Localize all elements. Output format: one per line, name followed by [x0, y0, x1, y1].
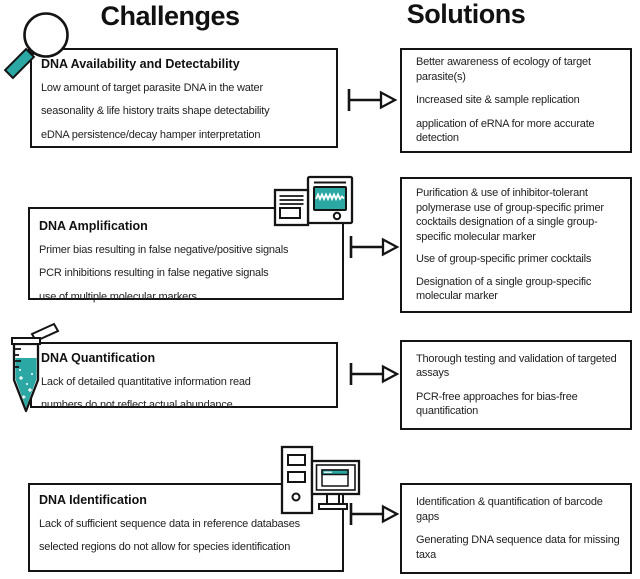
challenge-item: Lack of sufficient sequence data in reference databases [39, 517, 300, 530]
solution-box-dna-amplification [400, 177, 632, 313]
solution-item: Generating DNA sequence data for missing taxa [416, 534, 620, 561]
challenge-heading: DNA Identification [39, 493, 147, 507]
solution-item: Increased site & sample replication [416, 94, 580, 107]
solution-item: Thorough testing and validation of targeted assays [416, 352, 617, 379]
solution-item: PCR-free approaches for bias-free quantification [416, 390, 578, 417]
challenge-item: eDNA persistence/decay hamper interpretation [41, 128, 261, 141]
solution-item: Purification & use of inhibitor-tolerant polymerase use of group-specific primer cocktails designation of a single group-specific molecular marker [416, 187, 604, 243]
solution-item: Use of group-specific primer cocktails [416, 253, 592, 266]
computer-icon [275, 442, 370, 516]
challenge-box-dna-quantification [30, 342, 338, 411]
flow-arrow-icon [348, 234, 400, 260]
solution-item: Identification & quantification of barcode gaps [416, 496, 603, 523]
challenge-heading: DNA Availability and Detectability [41, 57, 240, 71]
challenge-item: numbers do not reflect actual abundance [41, 399, 233, 411]
solution-item: application of eRNA for more accurate detection [416, 117, 595, 145]
flow-arrow-icon [348, 361, 400, 387]
flow-arrow-icon [346, 87, 398, 113]
challenge-item: seasonality & life history traits shape detectability [41, 105, 270, 117]
challenge-heading: DNA Quantification [41, 351, 156, 365]
solutions-title: Solutions [406, 0, 526, 29]
challenge-item: Primer bias resulting in false negative/positive signals [39, 243, 289, 256]
challenge-item: Low amount of target parasite DNA in the water [41, 81, 263, 94]
solution-item: Designation of a single group-specific molecular marker [416, 275, 592, 303]
challenge-item: use of multiple molecular markers [39, 290, 197, 303]
challenge-item: Lack of detailed quantitative information read [41, 375, 251, 388]
solution-item: Better awareness of ecology of target parasite(s) [416, 56, 591, 83]
solution-box-dna-quantification [400, 340, 632, 430]
challenge-heading: DNA Amplification [39, 219, 148, 233]
test-tube-icon [6, 318, 64, 416]
challenges-title: Challenges [100, 1, 240, 31]
challenge-box-dna-availability [30, 48, 338, 148]
solution-box-dna-identification [400, 483, 632, 574]
magnifier-icon [2, 6, 74, 84]
pcr-machine-icon [270, 170, 358, 232]
solution-box-dna-availability [400, 48, 632, 153]
challenge-item: selected regions do not allow for species identification [39, 541, 291, 553]
challenge-item: PCR inhibitions resulting in false negative signals [39, 267, 269, 279]
